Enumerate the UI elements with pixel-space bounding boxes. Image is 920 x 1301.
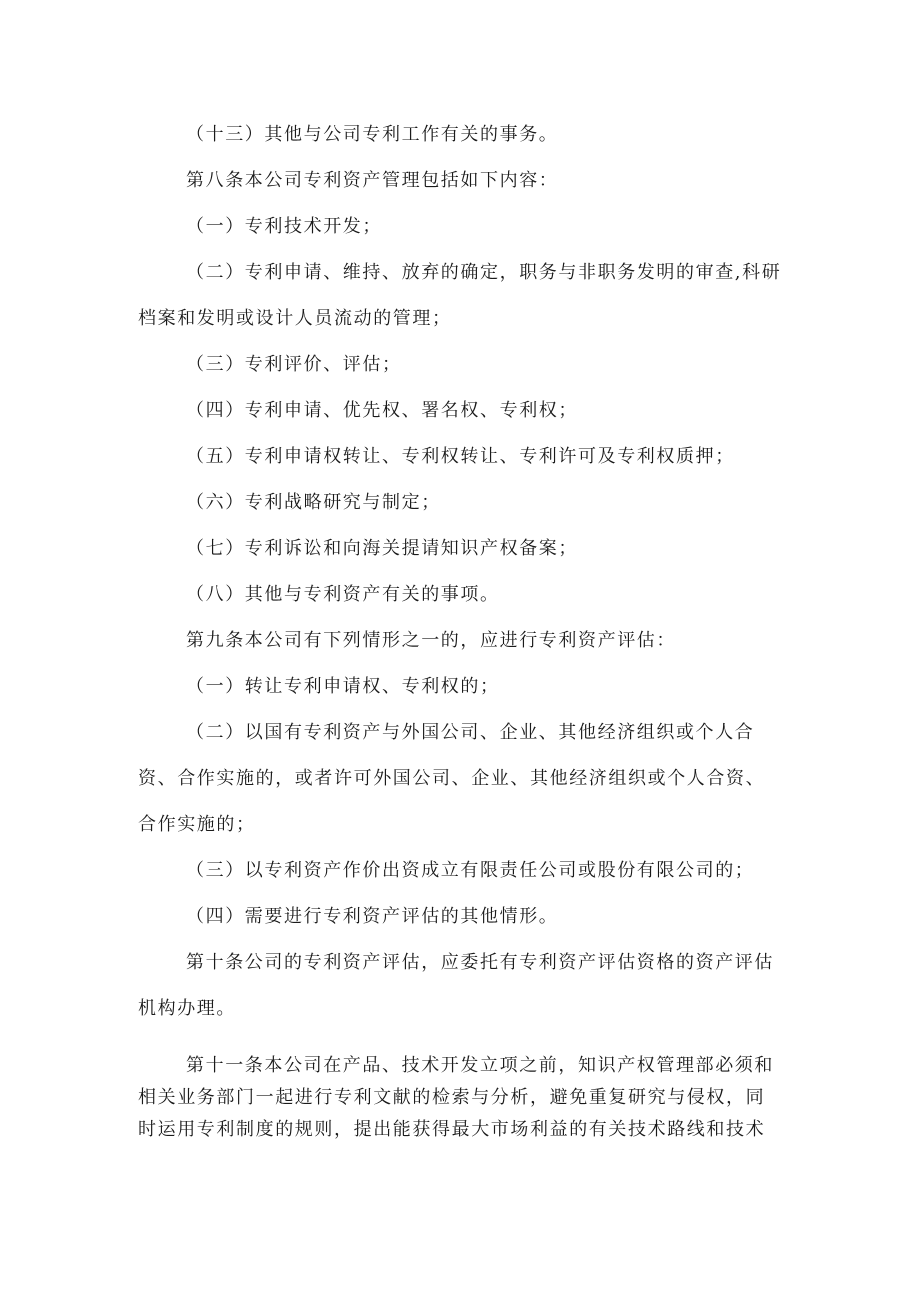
article-9-item-3: （三）以专利资产作价出资成立有限责任公司或股份有限公司的； [186, 860, 755, 881]
article-10: 第十条公司的专利资产评估，应委托有专利资产评估资格的资产评估机构办理。 [138, 952, 774, 1019]
article-9-item-1: （一）转让专利申请权、专利权的； [186, 676, 500, 697]
article-8-item-2: （二）专利申请、维持、放弃的确定，职务与非职务发明的审查,科研档案和发明或设计人员流动的管理； [138, 262, 782, 329]
article-8-heading: 第八条本公司专利资产管理包括如下内容： [186, 170, 559, 191]
article-9-item-2: （二）以国有专利资产与外国公司、企业、其他经济组织或个人合资、合作实施的，或者许可外国公司、企业、其他经济组织或个人合资、合作实施的； [138, 722, 766, 835]
document-page [138, 0, 783, 1146]
article-9-heading: 第九条本公司有下列情形之一的，应进行专利资产评估： [186, 630, 676, 651]
article-9-item-4: （四）需要进行专利资产评估的其他情形。 [186, 906, 559, 927]
paragraph-item-13: （十三）其他与公司专利工作有关的事务。 [186, 124, 559, 145]
article-8-item-5: （五）专利申请权转让、专利权转让、专利许可及专利权质押； [186, 446, 735, 467]
article-8-item-1: （一）专利技术开发； [186, 216, 382, 237]
article-8-item-6: （六）专利战略研究与制定； [186, 492, 441, 513]
article-8-item-4: （四）专利申请、优先权、署名权、专利权； [186, 400, 578, 421]
article-8-item-3: （三）专利评价、评估； [186, 354, 402, 375]
article-8-item-8: （八）其他与专利资产有关的事项。 [186, 584, 500, 605]
article-11: 第十一条本公司在产品、技术开发立项之前，知识产权管理部必须和相关业务部门一起进行专利文献的检索与分析，避免重复研究与侵权，同时运用专利制度的规则，提出能获得最大市场利益的有关技术路线和技术 [138, 1055, 774, 1140]
article-8-item-7: （七）专利诉讼和向海关提请知识产权备案； [186, 538, 578, 559]
